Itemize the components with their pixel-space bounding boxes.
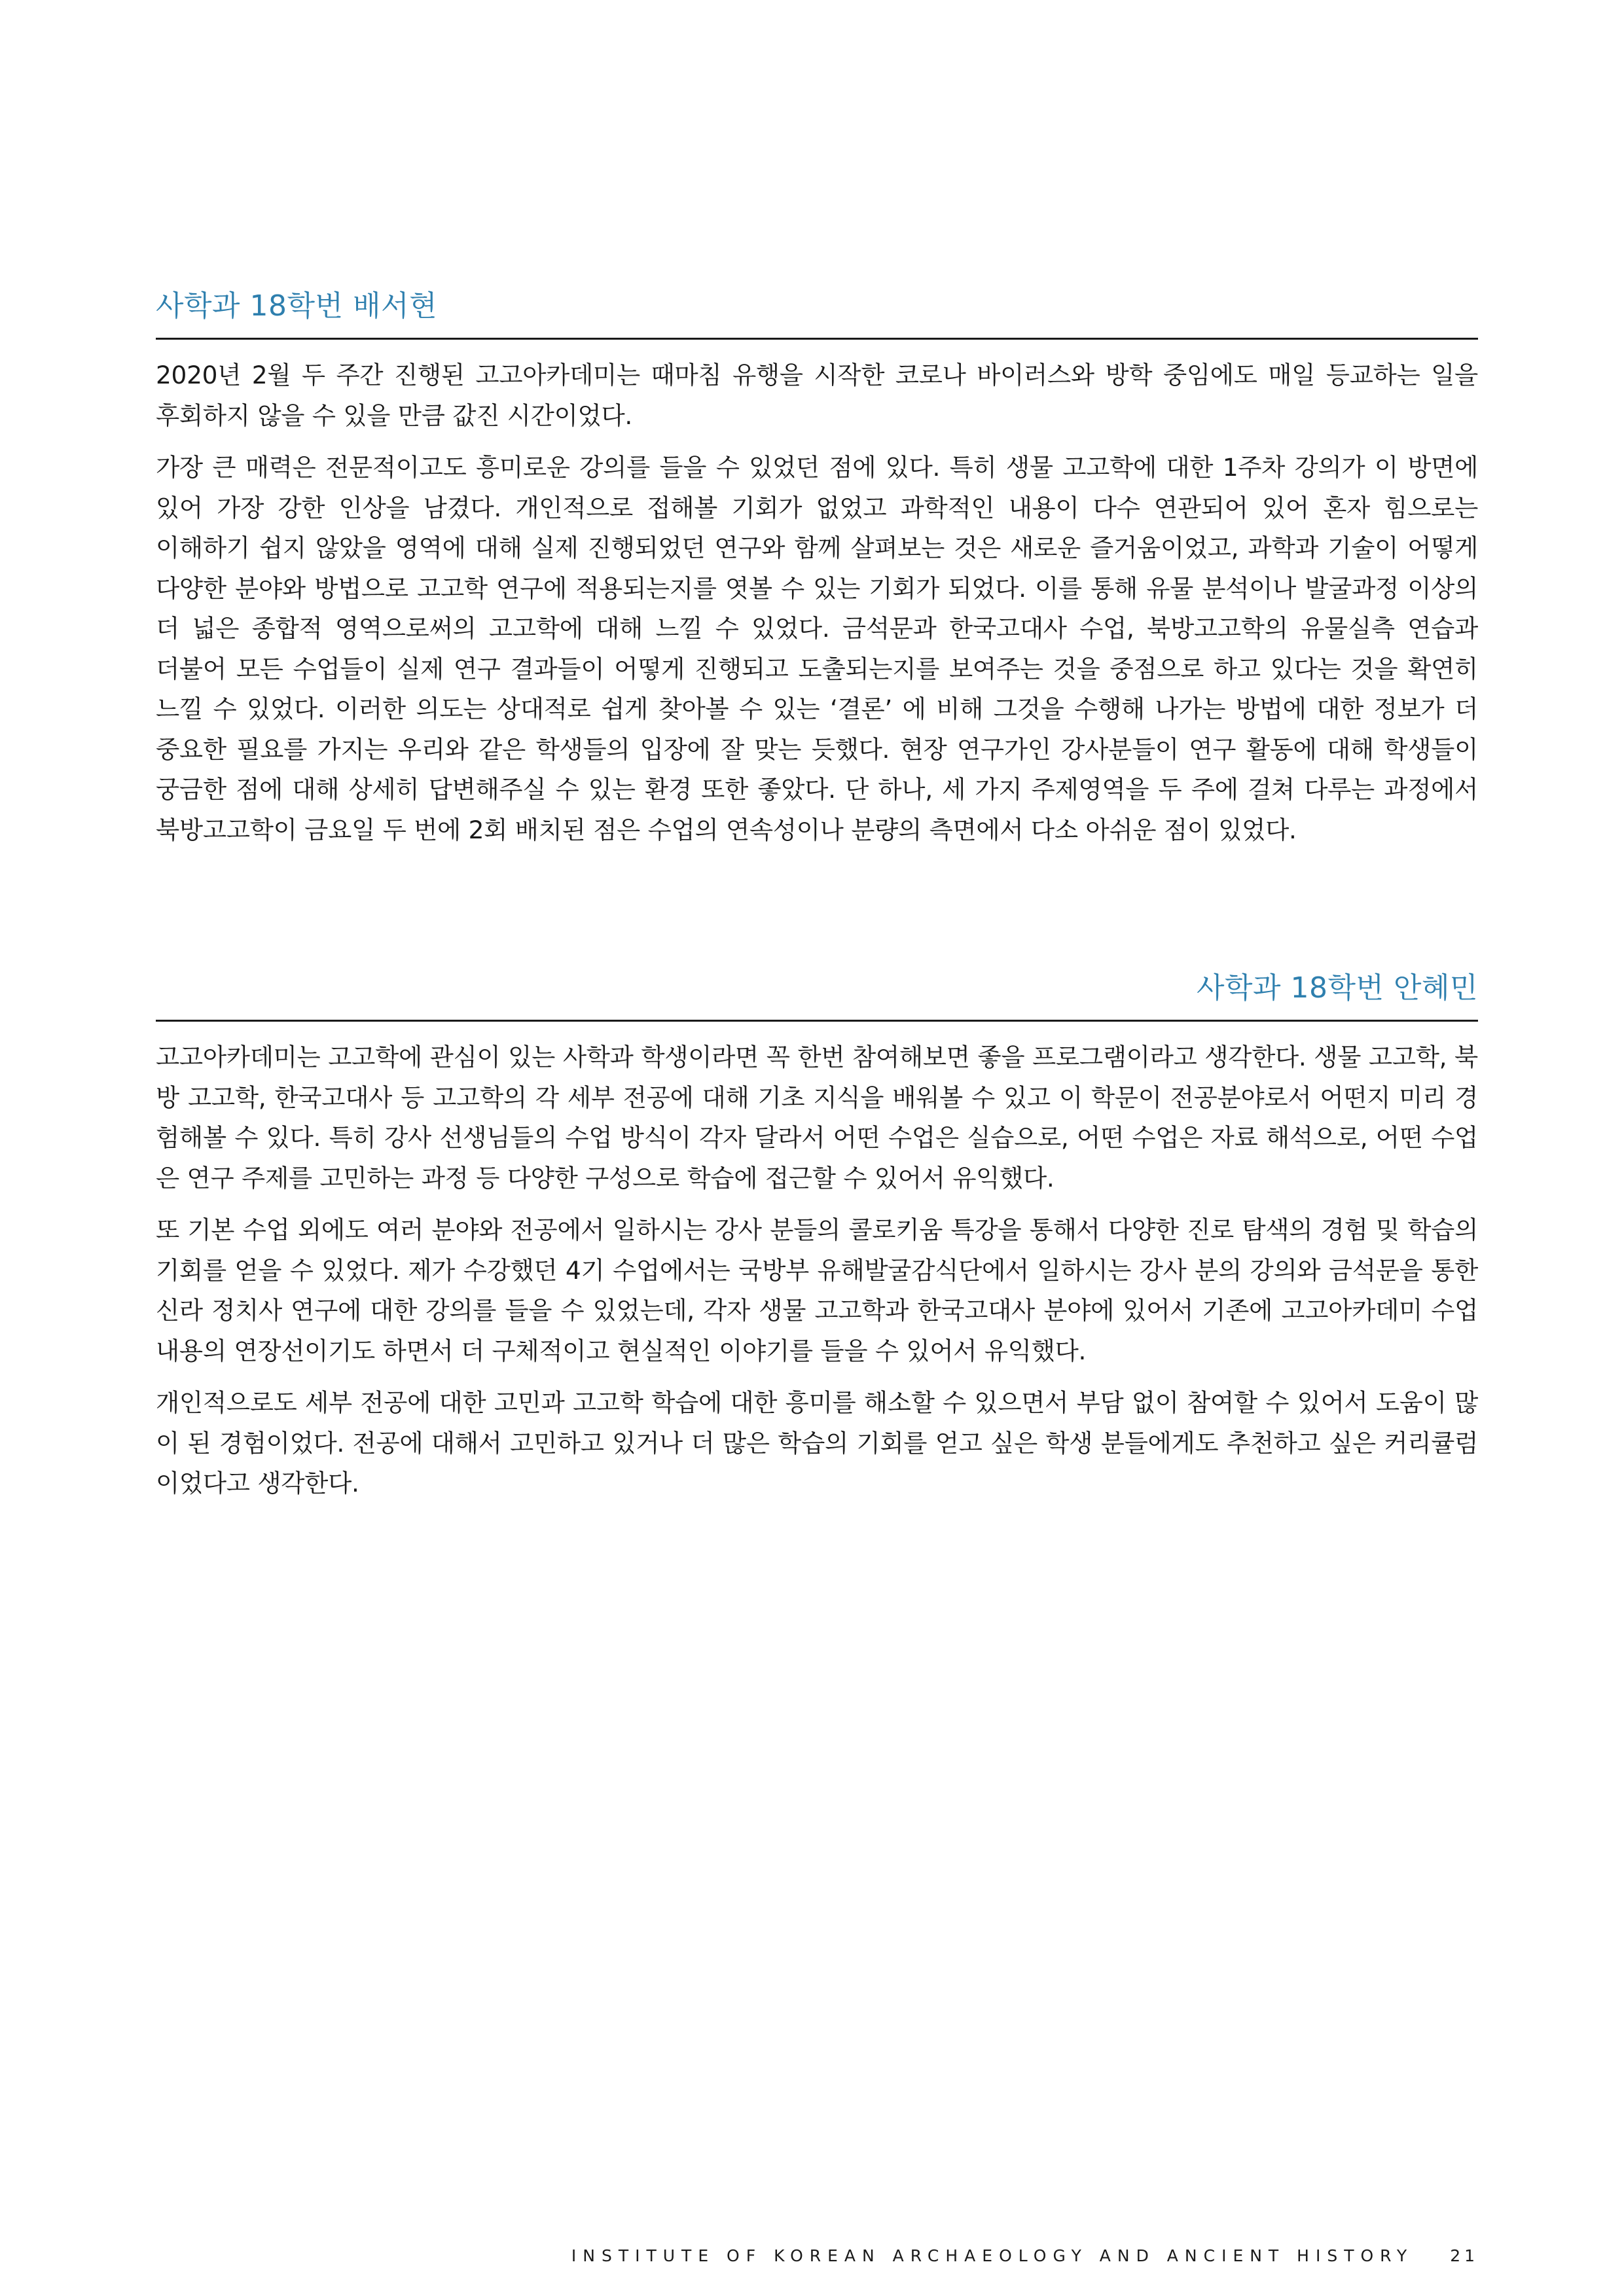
section-divider-1 [156,338,1478,340]
page-footer [571,2246,1479,2265]
review-paragraph: 개인적으로도 세부 전공에 대한 고민과 고고학 학습에 대한 흥미를 해소할 수 있으면서 부담 없이 참여할 수 있어서 도움이 많이 된 경험이었다. 전공에 대해서 고민하고 있거나 더 많은 학습의 기회를 얻고 싶은 학생 분들에게도 추천하고 싶은 커리큘럼이었다고 생각한다. [156,1388,1478,1498]
reviewer-heading-2: 사학과 18학번 안혜민 [1197,971,1478,1005]
review-section-2 [156,969,1478,1516]
review-paragraph: 가장 큰 매력은 전문적이고도 흥미로운 강의를 들을 수 있었던 점에 있다. 특히 생물 고고학에 대한 1주차 강의가 이 방면에 있어 가장 강한 인상을 남겼다. 개인적으로 접해볼 기회가 없었고 과학적인 내용이 다수 연관되어 있어 혼자 힘으로는 이해하기 쉽지 않았을 영역에 대해 실제 진행되었던 연구와 함께 살펴보는 것은 새로운 즐거움이었고, 과학과 기술이 어떻게 다양한 분야와 방법으로 고고학 연구에 적용되는지를 엿볼 수 있는 기회가 되었다. 이를 통해 유물 분석이나 발굴과정 이상의 더 넓은 종합적 영역으로써의 고고학에 대해 느낄 수 있었다. 금석문과 한국고대사 수업, 북방고고학의 유물실측 연습과 더불어 모든 수업들이 실제 연구 결과들이 어떻게 진행되고 도출되는지를 보여주는 것을 중점으로 하고 있다는 것을 확연히 느낄 수 있었다. 이러한 의도는 상대적로 쉽게 찾아볼 수 있는 ‘결론’ 에 비해 그것을 수행해 나가는 방법에 대한 정보가 더 중요한 필요를 가지는 우리와 같은 학생들의 입장에 잘 맞는 듯했다. 현장 연구가인 강사분들이 연구 활동에 대해 학생들이 궁금한 점에 대해 상세히 답변해주실 수 있는 환경 또한 좋았다. 단 하나, 세 가지 주제영역을 두 주에 걸쳐 다루는 과정에서 북방고고학이 금요일 두 번에 2회 배치된 점은 수업의 연속성이나 분량의 측면에서 다소 아쉬운 점이 있었다. [156,453,1478,844]
review-paragraph: 또 기본 수업 외에도 여러 분야와 전공에서 일하시는 강사 분들의 콜로키움 특강을 통해서 다양한 진로 탐색의 경험 및 학습의 기회를 얻을 수 있었다. 제가 수강했던 4기 수업에서는 국방부 유해발굴감식단에서 일하시는 강사 분의 강의와 금석문을 통한 신라 정치사 연구에 대한 강의를 들을 수 있었는데, 각자 생물 고고학과 한국고대사 분야에 있어서 기존에 고고아카데미 수업 내용의 연장선이기도 하면서 더 구체적이고 현실적인 이야기를 들을 수 있어서 유익했다. [156,1215,1478,1365]
review-section-1 [156,287,1478,862]
page-number: 21 [1450,2246,1479,2265]
reviewer-heading-1: 사학과 18학번 배서현 [156,289,437,323]
institute-name: INSTITUTE OF KOREAN ARCHAEOLOGY AND ANCIENT HISTORY [571,2246,1414,2265]
review-paragraph: 2020년 2월 두 주간 진행된 고고아카데미는 때마침 유행을 시작한 코로나 바이러스와 방학 중임에도 매일 등교하는 일을 후회하지 않을 수 있을 만큼 값진 시간이었다. [156,361,1478,430]
section-divider-2 [156,1020,1478,1022]
review-paragraph: 고고아카데미는 고고학에 관심이 있는 사학과 학생이라면 꼭 한번 참여해보면 좋을 프로그램이라고 생각한다. 생물 고고학, 북방 고고학, 한국고대사 등 고고학의 각 세부 전공에 대해 기초 지식을 배워볼 수 있고 이 학문이 전공분야로서 어떤지 미리 경험해볼 수 있다. 특히 강사 선생님들의 수업 방식이 각자 달라서 어떤 수업은 실습으로, 어떤 수업은 자료 해석으로, 어떤 수업은 연구 주제를 고민하는 과정 등 다양한 구성으로 학습에 접근할 수 있어서 유익했다. [156,1043,1478,1193]
